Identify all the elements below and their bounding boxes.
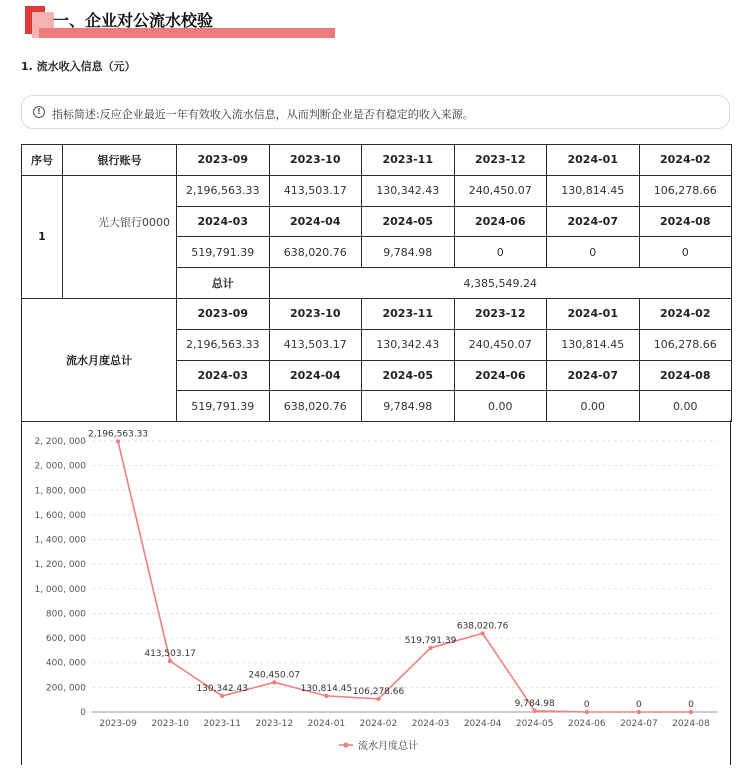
value-cell: 2,196,563.33 (177, 175, 270, 206)
month-cell: 2024-03 (177, 360, 270, 391)
month-cell: 2024-02 (639, 298, 732, 329)
value-cell: 240,450.07 (454, 175, 547, 206)
month-cell: 2024-07 (547, 206, 640, 237)
x-tick-label: 2024-06 (567, 719, 606, 729)
month-cell: 2023-11 (362, 145, 455, 176)
data-point (585, 710, 589, 714)
value-cell: 0.00 (454, 391, 547, 422)
data-point (220, 694, 224, 698)
y-tick-label: 0 (80, 708, 86, 718)
value-cell: 130,814.45 (547, 329, 640, 360)
month-cell: 2023-12 (454, 145, 547, 176)
y-tick-label: 2, 000, 000 (34, 461, 86, 472)
month-cell: 2024-08 (639, 360, 732, 391)
y-tick-label: 800, 000 (45, 609, 86, 620)
data-label: 519,791.39 (404, 635, 457, 646)
value-cell: 9,784.98 (362, 237, 455, 268)
chart-canvas (22, 420, 730, 765)
data-label: 0 (636, 700, 642, 710)
x-tick-label: 2023-09 (99, 719, 137, 729)
month-cell: 2023-11 (362, 298, 455, 329)
table-row (22, 145, 732, 176)
x-tick-label: 2023-10 (151, 719, 189, 729)
value-cell: 413,503.17 (269, 329, 362, 360)
month-cell: 2024-06 (454, 206, 547, 237)
y-tick-label: 1, 000, 000 (34, 584, 86, 595)
data-point (480, 631, 484, 635)
y-tick-label: 400, 000 (45, 658, 86, 669)
value-cell: 106,278.66 (639, 175, 732, 206)
monthly-total-label: 流水月度总计 (22, 298, 177, 421)
value-cell: 0.00 (547, 391, 640, 422)
data-point (428, 646, 432, 650)
indicator-note (21, 95, 730, 129)
data-label: 106,278.66 (352, 686, 405, 697)
data-point (376, 697, 380, 701)
bank-account-cell: 光大银行0000 (63, 175, 177, 298)
data-label: 9,784.98 (514, 698, 555, 709)
data-label: 0 (583, 700, 590, 710)
y-tick-label: 200, 000 (45, 683, 86, 694)
value-cell: 106,278.66 (639, 329, 732, 360)
x-tick-label: 2024-07 (620, 719, 658, 729)
value-cell: 638,020.76 (269, 391, 362, 422)
section-title-block (23, 6, 335, 40)
y-tick-label: 600, 000 (45, 634, 86, 645)
data-point (168, 659, 172, 663)
value-cell: 0 (547, 237, 640, 268)
x-tick-label: 2023-11 (203, 719, 242, 729)
subsection-title: 1. 流水收入信息（元） (21, 60, 136, 73)
table-row (22, 298, 732, 329)
data-point (324, 694, 328, 698)
value-cell: 130,342.43 (362, 175, 455, 206)
month-cell: 2024-02 (639, 145, 732, 176)
value-cell: 2,196,563.33 (177, 329, 270, 360)
value-cell: 638,020.76 (269, 237, 362, 268)
value-cell: 0 (454, 237, 547, 268)
month-cell: 2023-10 (269, 298, 362, 329)
table-row (22, 175, 732, 206)
info-circle-icon: ! (33, 106, 45, 118)
month-cell: 2024-03 (177, 206, 270, 237)
month-cell: 2024-07 (547, 360, 640, 391)
value-cell: 0.00 (639, 391, 732, 422)
indicator-note-text: 指标简述:反应企业最近一年有效收入流水信息，从而判断企业是否有稳定的收入来源。 (52, 108, 474, 121)
y-tick-label: 1, 400, 000 (34, 535, 86, 546)
income-flow-table (21, 144, 732, 422)
x-tick-label: 2023-12 (255, 719, 294, 729)
data-label: 413,503.17 (144, 649, 196, 660)
x-tick-label: 2024-05 (515, 719, 554, 729)
data-point (533, 709, 537, 713)
value-cell: 519,791.39 (177, 237, 270, 268)
month-cell: 2023-09 (177, 298, 270, 329)
month-cell: 2024-06 (454, 360, 547, 391)
data-point (272, 680, 276, 684)
x-tick-label: 2024-04 (463, 719, 502, 729)
y-tick-label: 1, 600, 000 (34, 510, 86, 521)
month-cell: 2024-04 (269, 360, 362, 391)
month-cell: 2023-12 (454, 298, 547, 329)
value-cell: 519,791.39 (177, 391, 270, 422)
data-label: 0 (688, 700, 694, 710)
total-label: 总计 (177, 268, 270, 299)
value-cell: 9,784.98 (362, 391, 455, 422)
month-cell: 2023-09 (177, 145, 270, 176)
flow-line-chart (21, 420, 731, 765)
data-label: 240,450.07 (248, 670, 301, 681)
value-cell: 240,450.07 (454, 329, 547, 360)
data-label: 130,342.43 (196, 683, 248, 694)
month-cell: 2024-05 (362, 360, 455, 391)
data-point (637, 710, 641, 714)
month-cell: 2024-04 (269, 206, 362, 237)
x-tick-label: 2024-08 (672, 719, 710, 729)
header-seq: 序号 (22, 145, 63, 176)
series-line (118, 441, 691, 712)
value-cell: 130,342.43 (362, 329, 455, 360)
header-account: 银行账号 (63, 145, 177, 176)
data-label: 130,814.45 (300, 683, 353, 694)
data-label: 2,196,563.33 (87, 429, 149, 440)
value-cell: 130,814.45 (547, 175, 640, 206)
y-tick-label: 1, 800, 000 (34, 486, 86, 497)
x-tick-label: 2024-03 (411, 719, 450, 729)
legend-label: 流水月度总计 (358, 741, 418, 752)
value-cell: 413,503.17 (269, 175, 362, 206)
value-cell: 0 (639, 237, 732, 268)
month-cell: 2024-01 (547, 298, 640, 329)
y-tick-label: 2, 200, 000 (34, 437, 86, 447)
x-tick-label: 2024-02 (359, 719, 398, 729)
month-cell: 2024-05 (362, 206, 455, 237)
seq-cell: 1 (22, 175, 63, 298)
data-point (116, 439, 120, 443)
month-cell: 2023-10 (269, 145, 362, 176)
month-cell: 2024-01 (547, 145, 640, 176)
section-title: 一、企业对公流水校验 (53, 11, 214, 30)
legend-marker (343, 742, 348, 747)
total-value: 4,385,549.24 (269, 268, 732, 299)
data-point (689, 710, 693, 714)
y-tick-label: 1, 200, 000 (34, 560, 86, 571)
data-label: 638,020.76 (456, 621, 509, 632)
x-tick-label: 2024-01 (307, 719, 346, 729)
month-cell: 2024-08 (639, 206, 732, 237)
